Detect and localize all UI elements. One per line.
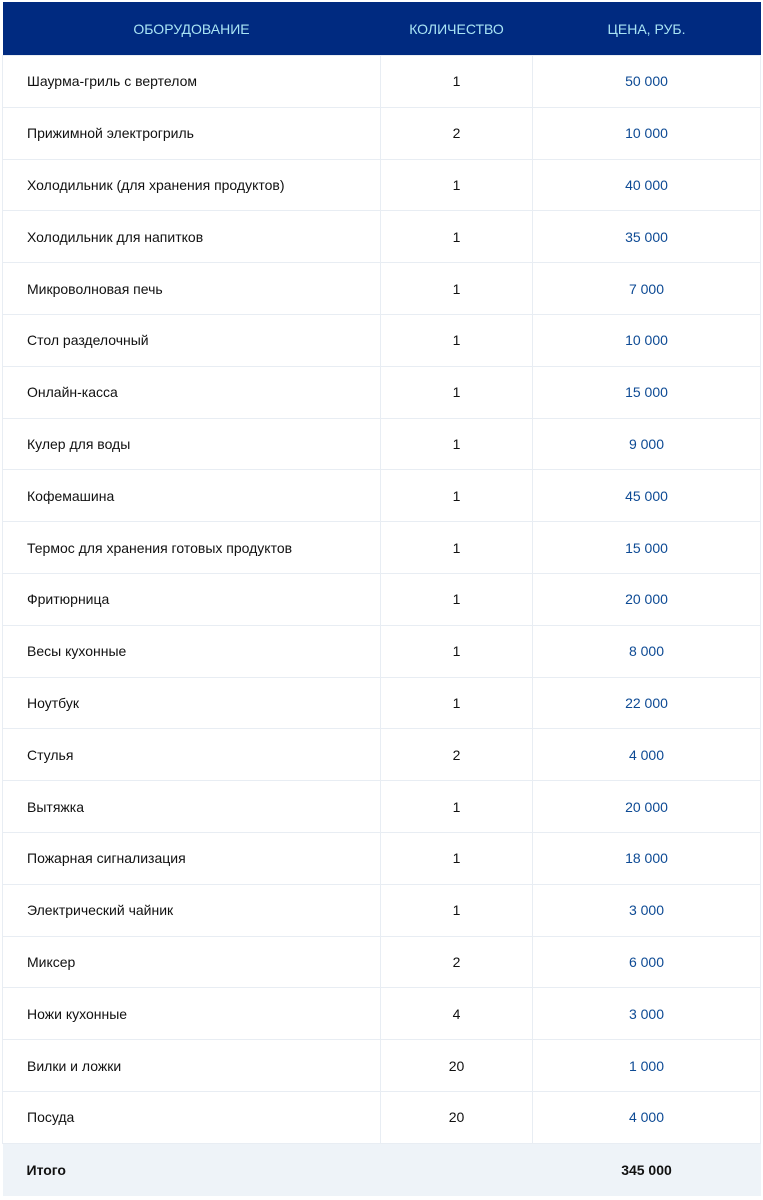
quantity-cell: 1 — [381, 56, 533, 108]
quantity-cell: 4 — [381, 988, 533, 1040]
table-row — [3, 729, 761, 781]
equipment-name-cell: Стулья — [3, 729, 381, 781]
total-label: Итого — [3, 1143, 381, 1196]
equipment-name-cell: Прижимной электрогриль — [3, 107, 381, 159]
table-row — [3, 832, 761, 884]
header-quantity: КОЛИЧЕСТВО — [381, 2, 533, 56]
total-empty — [381, 1143, 533, 1196]
table-row — [3, 677, 761, 729]
quantity-cell: 1 — [381, 366, 533, 418]
quantity-cell: 1 — [381, 677, 533, 729]
price-cell: 18 000 — [533, 832, 761, 884]
header-row — [3, 2, 761, 56]
quantity-cell: 2 — [381, 936, 533, 988]
price-cell: 6 000 — [533, 936, 761, 988]
price-cell: 35 000 — [533, 211, 761, 263]
equipment-table — [2, 2, 761, 1196]
table-row — [3, 625, 761, 677]
table-row — [3, 470, 761, 522]
equipment-name-cell: Термос для хранения готовых продуктов — [3, 522, 381, 574]
table-row — [3, 107, 761, 159]
equipment-name-cell: Кофемашина — [3, 470, 381, 522]
table-row — [3, 418, 761, 470]
price-cell: 22 000 — [533, 677, 761, 729]
table-row — [3, 522, 761, 574]
table-row — [3, 988, 761, 1040]
total-row — [3, 1143, 761, 1196]
equipment-name-cell: Пожарная сигнализация — [3, 832, 381, 884]
equipment-name-cell: Холодильник для напитков — [3, 211, 381, 263]
quantity-cell: 1 — [381, 781, 533, 833]
equipment-name-cell: Весы кухонные — [3, 625, 381, 677]
price-cell: 15 000 — [533, 366, 761, 418]
table-row — [3, 211, 761, 263]
price-cell: 4 000 — [533, 729, 761, 781]
quantity-cell: 1 — [381, 211, 533, 263]
price-cell: 50 000 — [533, 56, 761, 108]
table-row — [3, 366, 761, 418]
table-row — [3, 159, 761, 211]
equipment-name-cell: Ноутбук — [3, 677, 381, 729]
header-equipment: ОБОРУДОВАНИЕ — [3, 2, 381, 56]
price-cell: 10 000 — [533, 314, 761, 366]
equipment-name-cell: Вилки и ложки — [3, 1040, 381, 1092]
quantity-cell: 1 — [381, 522, 533, 574]
price-cell: 8 000 — [533, 625, 761, 677]
equipment-name-cell: Онлайн-касса — [3, 366, 381, 418]
table-row — [3, 1040, 761, 1092]
price-cell: 7 000 — [533, 263, 761, 315]
quantity-cell: 20 — [381, 1040, 533, 1092]
price-cell: 3 000 — [533, 884, 761, 936]
table-row — [3, 936, 761, 988]
equipment-name-cell: Шаурма-гриль с вертелом — [3, 56, 381, 108]
table-row — [3, 573, 761, 625]
quantity-cell: 2 — [381, 107, 533, 159]
equipment-name-cell: Миксер — [3, 936, 381, 988]
price-cell: 45 000 — [533, 470, 761, 522]
quantity-cell: 1 — [381, 625, 533, 677]
price-cell: 20 000 — [533, 781, 761, 833]
quantity-cell: 1 — [381, 263, 533, 315]
price-cell: 10 000 — [533, 107, 761, 159]
quantity-cell: 20 — [381, 1091, 533, 1143]
price-cell: 4 000 — [533, 1091, 761, 1143]
equipment-name-cell: Электрический чайник — [3, 884, 381, 936]
quantity-cell: 1 — [381, 418, 533, 470]
header-price: ЦЕНА, РУБ. — [533, 2, 761, 56]
table-row — [3, 781, 761, 833]
equipment-name-cell: Фритюрница — [3, 573, 381, 625]
price-cell: 20 000 — [533, 573, 761, 625]
quantity-cell: 1 — [381, 470, 533, 522]
table-row — [3, 314, 761, 366]
quantity-cell: 1 — [381, 159, 533, 211]
table-row — [3, 56, 761, 108]
equipment-name-cell: Посуда — [3, 1091, 381, 1143]
table-row — [3, 263, 761, 315]
price-cell: 15 000 — [533, 522, 761, 574]
equipment-name-cell: Ножи кухонные — [3, 988, 381, 1040]
price-cell: 1 000 — [533, 1040, 761, 1092]
price-cell: 9 000 — [533, 418, 761, 470]
equipment-name-cell: Микроволновая печь — [3, 263, 381, 315]
equipment-name-cell: Вытяжка — [3, 781, 381, 833]
quantity-cell: 1 — [381, 884, 533, 936]
equipment-name-cell: Холодильник (для хранения продуктов) — [3, 159, 381, 211]
total-value: 345 000 — [533, 1143, 761, 1196]
table-row — [3, 1091, 761, 1143]
table-row — [3, 884, 761, 936]
price-cell: 40 000 — [533, 159, 761, 211]
equipment-name-cell: Стол разделочный — [3, 314, 381, 366]
price-cell: 3 000 — [533, 988, 761, 1040]
quantity-cell: 2 — [381, 729, 533, 781]
equipment-name-cell: Кулер для воды — [3, 418, 381, 470]
quantity-cell: 1 — [381, 832, 533, 884]
quantity-cell: 1 — [381, 573, 533, 625]
quantity-cell: 1 — [381, 314, 533, 366]
